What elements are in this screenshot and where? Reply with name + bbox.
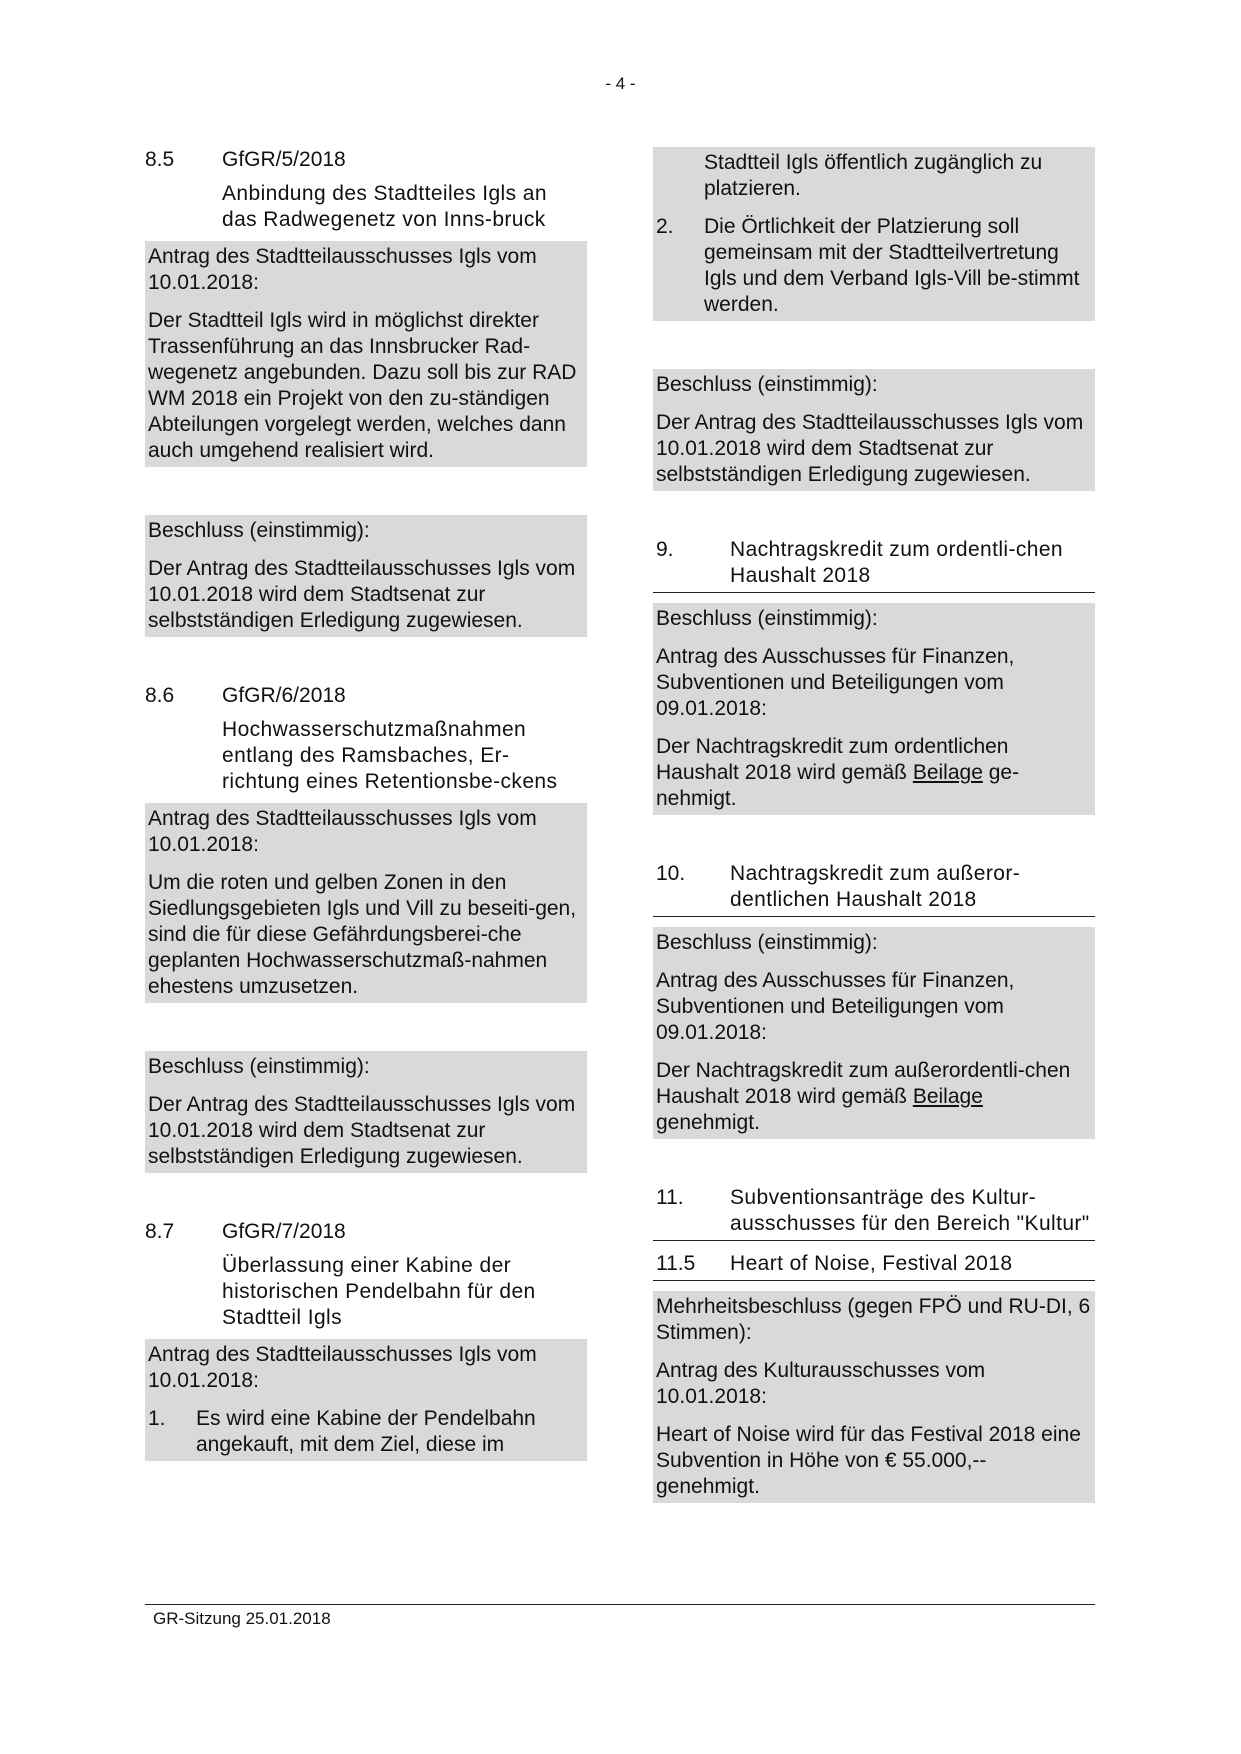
- antrag-box: [145, 1339, 587, 1461]
- list-item-text: Stadtteil Igls öffentlich zugänglich zu platzieren.: [704, 151, 1043, 200]
- beschluss-text: Der Antrag des Stadtteilausschusses Igls vom 10.01.2018 wird dem Stadtsenat zur selbstständigen Erledigung zugewiesen.: [148, 1093, 576, 1168]
- section-number: 11.5: [656, 1252, 696, 1275]
- section-heading: [145, 683, 587, 795]
- beschluss-label: Beschluss (einstimmig):: [656, 607, 878, 630]
- list-item-number: 2.: [656, 215, 674, 238]
- section-number: 10.: [656, 862, 686, 885]
- antrag-label: Antrag des Ausschusses für Finanzen, Subventionen und Beteiligungen vom 09.01.2018:: [656, 645, 1015, 720]
- list-item-text: Es wird eine Kabine der Pendelbahn angekauft, mit dem Ziel, diese im: [196, 1407, 536, 1456]
- subsection-heading: [653, 1251, 1095, 1281]
- beschluss-box: [653, 369, 1095, 491]
- antrag-label: Antrag des Ausschusses für Finanzen, Subventionen und Beteiligungen vom 09.01.2018:: [656, 969, 1015, 1044]
- section-number: 8.7: [145, 1220, 175, 1243]
- page-number: - 4 -: [605, 74, 636, 93]
- section-title: Subventionsanträge des Kultur-ausschusses für den Bereich "Kultur": [730, 1186, 1090, 1235]
- list-item-number: 1.: [148, 1407, 166, 1430]
- antrag-label: Antrag des Stadtteilausschusses Igls vom 10.01.2018:: [148, 245, 537, 294]
- antrag-label: Antrag des Kulturausschusses vom 10.01.2018:: [656, 1359, 986, 1408]
- section-heading: [653, 861, 1095, 917]
- beschluss-label: Beschluss (einstimmig):: [656, 373, 878, 396]
- antrag-text: Der Nachtragskredit zum außerordentli-chen Haushalt 2018 wird gemäß Beilage genehmigt.: [656, 1059, 1071, 1134]
- section-code: GfGR/7/2018: [222, 1220, 346, 1243]
- section-heading: [145, 147, 587, 233]
- beilage-link[interactable]: Beilage: [912, 1085, 983, 1108]
- section-title: Nachtragskredit zum ordentli-chen Haushalt 2018: [730, 538, 1064, 587]
- beschluss-box: [653, 603, 1095, 815]
- beschluss-box: [145, 1051, 587, 1173]
- section-code: GfGR/5/2018: [222, 148, 346, 171]
- section-title: Heart of Noise, Festival 2018: [730, 1252, 1013, 1275]
- section-number: 8.5: [145, 148, 175, 171]
- section-title: Nachtragskredit zum außeror-dentlichen Haushalt 2018: [730, 862, 1021, 911]
- section-number: 9.: [656, 538, 674, 561]
- antrag-text: Der Nachtragskredit zum ordentlichen Haushalt 2018 wird gemäß Beilage ge-nehmigt.: [656, 735, 1020, 810]
- list-item: [656, 214, 1092, 318]
- section-heading: [653, 1185, 1095, 1241]
- section-title: Hochwasserschutzmaßnahmen entlang des Ramsbaches, Er-richtung eines Retentionsbe-ckens: [222, 718, 558, 793]
- antrag-text: Um die roten und gelben Zonen in den Siedlungsgebieten Igls und Vill zu beseiti-gen, sind die für diese Gefährdungsberei-che geplanten Hochwasserschutzmaß-nahmen ehestens umzusetzen.: [148, 871, 577, 998]
- beilage-link[interactable]: Beilage: [912, 761, 983, 784]
- antrag-box: [145, 803, 587, 1003]
- left-column: [145, 147, 587, 1461]
- beschluss-label: Beschluss (einstimmig):: [656, 931, 878, 954]
- antrag-box: [145, 241, 587, 467]
- antrag-label: Antrag des Stadtteilausschusses Igls vom 10.01.2018:: [148, 1343, 537, 1392]
- list-item-text: Die Örtlichkeit der Platzierung soll gemeinsam mit der Stadtteilvertretung Igls und dem Verband Igls-Vill be-stimmt werden.: [704, 215, 1080, 316]
- section-heading: [653, 537, 1095, 593]
- antrag-continuation-box: [653, 147, 1095, 321]
- section-number: 8.6: [145, 684, 175, 707]
- right-column: [653, 147, 1095, 1503]
- footer-divider: [145, 1604, 1095, 1605]
- antrag-label: Antrag des Stadtteilausschusses Igls vom 10.01.2018:: [148, 807, 537, 856]
- section-title: Überlassung einer Kabine der historischen Pendelbahn für den Stadtteil Igls: [222, 1254, 536, 1329]
- list-item: [656, 150, 1092, 202]
- beschluss-label: Beschluss (einstimmig):: [148, 1055, 370, 1078]
- beschluss-text: Der Antrag des Stadtteilausschusses Igls vom 10.01.2018 wird dem Stadtsenat zur selbstständigen Erledigung zugewiesen.: [656, 411, 1084, 486]
- beschluss-box: [653, 927, 1095, 1139]
- list-item: [148, 1406, 584, 1458]
- section-heading: [145, 1219, 587, 1331]
- section-code: GfGR/6/2018: [222, 684, 346, 707]
- beschluss-box: [653, 1291, 1095, 1503]
- antrag-text: Der Stadtteil Igls wird in möglichst direkter Trassenführung an das Innsbrucker Rad-wegenetz angebunden. Dazu soll bis zur RAD WM 2018 ein Projekt von den zu-ständigen Abteilungen vorgelegt werden, welches dann auch umgehend realisiert wird.: [148, 309, 577, 462]
- beschluss-label: Beschluss (einstimmig):: [148, 519, 370, 542]
- footer: GR-Sitzung 25.01.2018: [153, 1609, 331, 1628]
- beschluss-label: Mehrheitsbeschluss (gegen FPÖ und RU-DI, 6 Stimmen):: [656, 1295, 1091, 1344]
- beschluss-box: [145, 515, 587, 637]
- beschluss-text: Der Antrag des Stadtteilausschusses Igls vom 10.01.2018 wird dem Stadtsenat zur selbstständigen Erledigung zugewiesen.: [148, 557, 576, 632]
- section-number: 11.: [656, 1186, 684, 1209]
- antrag-text: Heart of Noise wird für das Festival 2018 eine Subvention in Höhe von € 55.000,-- genehmigt.: [656, 1423, 1081, 1498]
- section-title: Anbindung des Stadtteiles Igls an das Radwegenetz von Inns-bruck: [222, 182, 547, 231]
